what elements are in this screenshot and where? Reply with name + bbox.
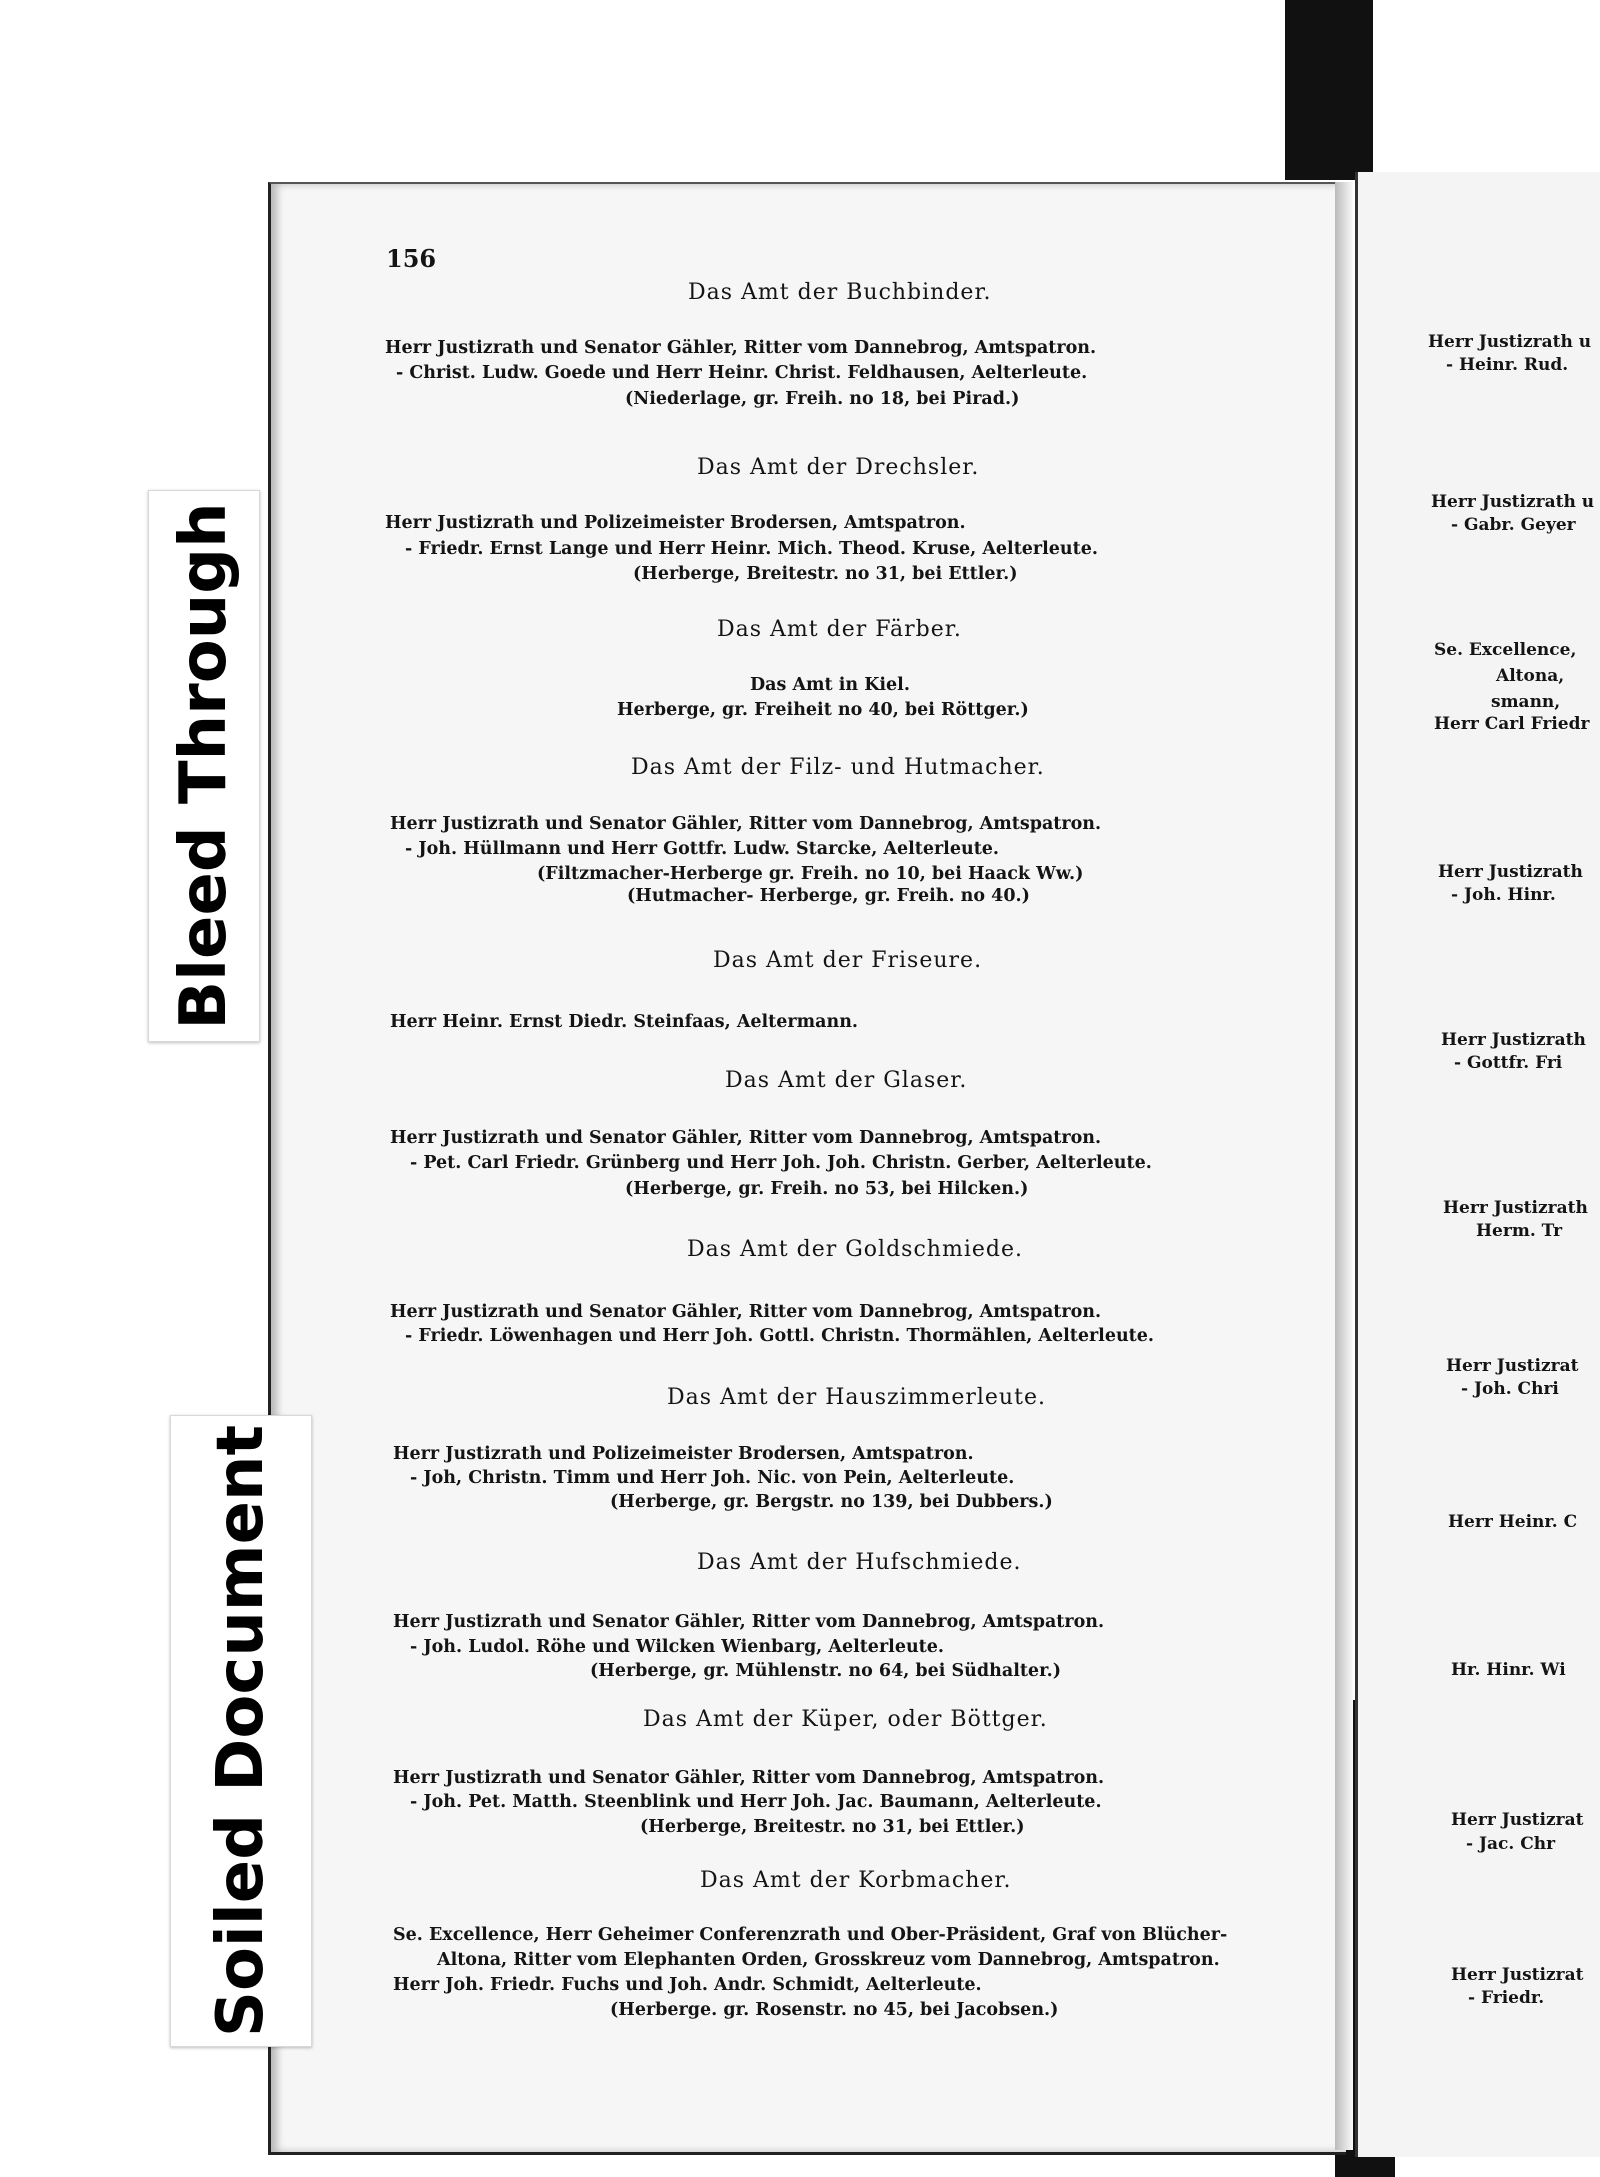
section-title: Das Amt der Friseure. — [713, 948, 983, 973]
adjacent-page-line: - Joh. Hinr. — [1451, 885, 1556, 905]
section-line: - Friedr. Ernst Lange und Herr Heinr. Mich. Theod. Kruse, Aelterleute. — [405, 539, 1098, 559]
section-title: Das Amt der Küper, oder Böttger. — [643, 1707, 1048, 1732]
adjacent-page-line: Herr Justizrath — [1441, 1030, 1586, 1050]
section-line: Altona, Ritter vom Elephanten Orden, Grosskreuz vom Dannebrog, Amtspatron. — [437, 1950, 1220, 1970]
section-line: Das Amt in Kiel. — [750, 675, 910, 695]
adjacent-page-line: - Friedr. — [1468, 1988, 1545, 2008]
adjacent-page-line: Herm. Tr — [1476, 1221, 1563, 1241]
bleed-through-label — [148, 490, 260, 1042]
section-line: - Joh. Ludol. Röhe und Wilcken Wienbarg, Aelterleute. — [410, 1637, 944, 1657]
section-line: Se. Excellence, Herr Geheimer Conferenzrath und Ober-Präsident, Graf von Blücher- — [393, 1925, 1228, 1945]
section-title: Das Amt der Filz- und Hutmacher. — [631, 755, 1045, 780]
binding-strip — [1285, 0, 1373, 180]
section-title: Das Amt der Hufschmiede. — [697, 1550, 1022, 1575]
section-line: (Filtzmacher-Herberge gr. Freih. no 10, bei Haack Ww.) — [537, 864, 1084, 884]
adjacent-page-line: Herr Justizrat — [1446, 1356, 1579, 1376]
adjacent-page-line: - Gabr. Geyer — [1451, 515, 1576, 535]
section-title: Das Amt der Korbmacher. — [700, 1868, 1012, 1893]
adjacent-page-line: Herr Heinr. C — [1448, 1512, 1578, 1532]
section-line: Herberge, gr. Freiheit no 40, bei Röttger.) — [617, 700, 1029, 720]
section-line: - Joh. Pet. Matth. Steenblink und Herr Joh. Jac. Baumann, Aelterleute. — [410, 1792, 1102, 1812]
section-title: Das Amt der Hauszimmerleute. — [667, 1385, 1046, 1410]
adjacent-page-line: - Heinr. Rud. — [1446, 355, 1569, 375]
section-title: Das Amt der Drechsler. — [697, 455, 980, 480]
section-line: - Christ. Ludw. Goede und Herr Heinr. Christ. Feldhausen, Aelterleute. — [396, 363, 1088, 383]
section-title: Das Amt der Glaser. — [725, 1068, 968, 1093]
section-line: (Hutmacher- Herberge, gr. Freih. no 40.) — [627, 886, 1030, 906]
section-line: (Herberge, Breitestr. no 31, bei Ettler.) — [640, 1817, 1025, 1837]
section-line: (Herberge. gr. Rosenstr. no 45, bei Jacobsen.) — [610, 2000, 1059, 2020]
page-number: 156 — [386, 244, 437, 273]
section-line: Herr Justizrath und Senator Gähler, Ritter vom Dannebrog, Amtspatron. — [393, 1612, 1105, 1632]
section-line: Herr Justizrath und Senator Gähler, Ritter vom Dannebrog, Amtspatron. — [385, 338, 1097, 358]
soiled-document-label-text: Soiled Document — [204, 1424, 278, 2038]
adjacent-page-line: Se. Excellence, — [1434, 640, 1577, 660]
gutter-shadow — [1335, 182, 1353, 2150]
section-line: Herr Justizrath und Senator Gähler, Ritter vom Dannebrog, Amtspatron. — [390, 814, 1102, 834]
section-line: (Herberge, Breitestr. no 31, bei Ettler.) — [633, 564, 1018, 584]
adjacent-page-line: Herr Justizrath — [1438, 862, 1583, 882]
section-line: - Pet. Carl Friedr. Grünberg und Herr Joh. Joh. Christn. Gerber, Aelterleute. — [410, 1153, 1152, 1173]
adjacent-page-line: Herr Justizrat — [1451, 1810, 1584, 1830]
section-line: - Friedr. Löwenhagen und Herr Joh. Gottl. Christn. Thormählen, Aelterleute. — [405, 1326, 1154, 1346]
adjacent-page — [1355, 172, 1600, 2157]
adjacent-page-line: Herr Justizrat — [1451, 1965, 1584, 1985]
section-line: Herr Justizrath und Polizeimeister Brodersen, Amtspatron. — [385, 513, 966, 533]
adjacent-page-line: Herr Justizrath u — [1428, 332, 1592, 352]
adjacent-page-line: Herr Justizrath u — [1431, 492, 1595, 512]
adjacent-page-line: - Joh. Chri — [1461, 1379, 1559, 1399]
section-title: Das Amt der Goldschmiede. — [687, 1237, 1023, 1262]
bleed-through-label-text: Bleed Through — [167, 502, 241, 1030]
section-line: Herr Justizrath und Senator Gähler, Ritter vom Dannebrog, Amtspatron. — [390, 1128, 1102, 1148]
adjacent-page-line: Hr. Hinr. Wi — [1451, 1660, 1566, 1680]
adjacent-page-line: Altona, — [1496, 666, 1565, 686]
adjacent-page-line: - Gottfr. Fri — [1454, 1053, 1563, 1073]
section-line: Herr Heinr. Ernst Diedr. Steinfaas, Aeltermann. — [390, 1012, 859, 1032]
section-title: Das Amt der Buchbinder. — [688, 280, 992, 305]
section-line: Herr Justizrath und Senator Gähler, Ritter vom Dannebrog, Amtspatron. — [393, 1768, 1105, 1788]
section-line: Herr Justizrath und Polizeimeister Brodersen, Amtspatron. — [393, 1444, 974, 1464]
section-line: (Herberge, gr. Bergstr. no 139, bei Dubbers.) — [610, 1492, 1053, 1512]
section-line: Herr Justizrath und Senator Gähler, Ritter vom Dannebrog, Amtspatron. — [390, 1302, 1102, 1322]
section-line: (Herberge, gr. Mühlenstr. no 64, bei Südhalter.) — [590, 1661, 1062, 1681]
adjacent-page-line: smann, — [1491, 692, 1561, 712]
adjacent-page-line: - Jac. Chr — [1466, 1834, 1556, 1854]
section-line: Herr Joh. Friedr. Fuchs und Joh. Andr. Schmidt, Aelterleute. — [393, 1975, 982, 1995]
section-title: Das Amt der Färber. — [717, 617, 962, 642]
adjacent-page-line: Herr Carl Friedr — [1434, 714, 1590, 734]
adjacent-page-line: Herr Justizrath — [1443, 1198, 1588, 1218]
section-line: (Niederlage, gr. Freih. no 18, bei Pirad.) — [625, 389, 1020, 409]
section-line: (Herberge, gr. Freih. no 53, bei Hilcken.) — [625, 1179, 1029, 1199]
section-line: - Joh. Hüllmann und Herr Gottfr. Ludw. Starcke, Aelterleute. — [405, 839, 1000, 859]
soiled-document-label — [170, 1415, 312, 2047]
section-line: - Joh, Christn. Timm und Herr Joh. Nic. von Pein, Aelterleute. — [410, 1468, 1015, 1488]
